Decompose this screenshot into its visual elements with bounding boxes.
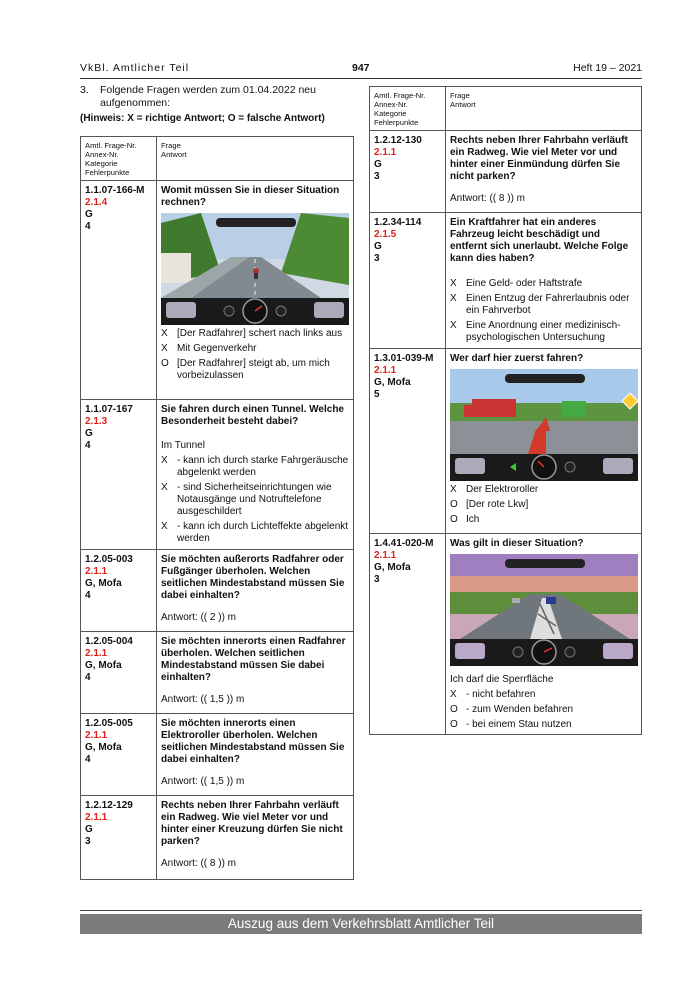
spacer [450,265,637,275]
category: G, Mofa [85,578,122,589]
answer-text: - sind Sicherheitseinrichtungen wie Notausgänge und Notruftelefone ausgeschildert [177,482,332,517]
error-points: 4 [85,221,91,232]
header-label: Frage [450,91,470,100]
question-table-left [80,136,354,880]
answer-value: Antwort: (( 8 )) m [450,193,526,204]
category: G [85,209,93,220]
annex-number: 2.1.1 [85,812,108,823]
header-label: Kategorie [85,159,118,168]
question-code: 1.3.01-039-M [374,353,434,364]
answer-mark: X [450,278,457,289]
category: G [85,824,93,835]
annex-number: 2.1.1 [374,550,397,561]
error-points: 3 [85,836,91,847]
question-text: Was gilt in dieser Situation? [450,538,584,549]
header-label: Frage [161,141,181,150]
answer-hint: (Hinweis: X = richtige Antwort; O = falsche Antwort) [80,113,325,124]
answer-option [450,293,637,317]
question-text: Wer darf hier zuerst fahren? [450,353,584,364]
annex-number: 2.1.4 [85,197,108,208]
question-body [157,714,354,796]
header-label: Amtl. Frage-Nr. [374,91,426,100]
header-col-question [446,87,642,131]
question-body [157,796,354,880]
issue-number: Heft 19 – 2021 [573,62,642,74]
answer-text: [Der Radfahrer] steigt ab, um mich vorbeizulassen [177,358,330,381]
answer-text: - kann ich durch Lichteffekte abgelenkt werden [177,521,349,544]
question-text: Sie möchten außerorts Radfahrer oder Fußgänger überholen. Welchen seitlichen Mindestabstand müssen Sie dabei einhalten? [161,554,345,601]
annex-number: 2.1.1 [85,730,108,741]
question-meta [370,131,446,213]
answer-option [450,514,637,526]
answer-mark: X [161,455,168,466]
question-text: Sie möchten innerorts einen Radfahrer überholen. Welchen seitlichen Mindestabstand müssen Sie dabei einhalten? [161,636,346,683]
question-meta [81,400,157,550]
error-points: 3 [374,574,380,585]
category: G, Mofa [374,377,411,388]
intro-paragraph [80,84,354,110]
answer-text: - kann ich durch starke Fahrgeräusche abgelenkt werden [177,455,349,478]
question-body [446,349,642,534]
answer-text: - zum Wenden befahren [466,704,574,715]
answer-mark: X [450,293,457,304]
question-row [370,349,642,534]
question-code: 1.2.05-005 [85,718,133,729]
answer-mark: X [450,689,457,700]
answer-option [161,328,349,340]
category: G [85,428,93,439]
answer-lead: Im Tunnel [161,440,205,451]
question-body [157,400,354,550]
answer-mark: O [450,514,458,525]
answer-mark: O [161,358,169,369]
page-number: 947 [352,62,370,74]
answer-mark: O [450,704,458,715]
question-text: Rechts neben Ihrer Fahrbahn verläuft ein Radweg. Wie viel Meter vor und hinter einer Kreuzung dürfen Sie nicht parken? [161,800,343,847]
answer-option [161,482,349,518]
annex-number: 2.1.1 [85,566,108,577]
answer-option [450,320,637,344]
answer-mark: X [161,482,168,493]
question-body [446,534,642,735]
answer-option [161,358,349,382]
question-body [157,181,354,400]
answer-mark: X [450,484,457,495]
answer-lead: Ich darf die Sperrfläche [450,674,554,685]
question-row [81,181,354,400]
annex-number: 2.1.1 [374,365,397,376]
answer-text: - bei einem Stau nutzen [466,719,572,730]
header-label: Annex-Nr. [85,150,119,159]
header-col-number [81,137,157,181]
table-header-row [81,137,354,181]
page-header [80,62,642,76]
category: G, Mofa [374,562,411,573]
question-meta [370,213,446,349]
annex-number: 2.1.3 [85,416,108,427]
table-header-row [370,87,642,131]
question-meta [81,796,157,880]
question-text: Rechts neben Ihrer Fahrbahn verläuft ein Radweg. Wie viel Meter vor und hinter einer Einmündung dürfen Sie nicht parken? [450,135,628,182]
question-meta [81,714,157,796]
error-points: 5 [374,389,380,400]
driving-scene-cyclist-image [161,213,349,325]
question-row [370,534,642,735]
answer-text: Der Elektroroller [466,484,539,495]
question-code: 1.4.41-020-M [374,538,434,549]
answer-option [161,455,349,479]
header-col-question [157,137,354,181]
category: G, Mofa [85,742,122,753]
question-code: 1.2.05-004 [85,636,133,647]
header-label: Antwort [450,100,476,109]
answer-option [450,719,637,731]
annex-number: 2.1.1 [374,147,397,158]
answer-value: Antwort: (( 2 )) m [161,612,237,623]
error-points: 3 [374,253,380,264]
question-body [446,131,642,213]
answer-text: [Der Radfahrer] schert nach links aus [177,328,343,339]
error-points: 4 [85,754,91,765]
question-text: Womit müssen Sie in dieser Situation rechnen? [161,185,340,208]
header-label: Fehlerpunkte [374,118,419,127]
answer-mark: X [450,320,457,331]
question-text: Sie fahren durch einen Tunnel. Welche Besonderheit besteht dabei? [161,404,344,427]
answer-mark: O [450,499,458,510]
footer-divider [80,910,642,911]
answer-option [450,689,637,701]
error-points: 4 [85,590,91,601]
question-row [370,131,642,213]
error-points: 3 [374,171,380,182]
answer-option [161,521,349,545]
question-table-right [369,86,642,735]
question-meta [81,550,157,632]
intro-number: 3. [80,84,89,96]
question-row [81,400,354,550]
question-row [81,632,354,714]
header-label: Fehlerpunkte [85,168,130,177]
answer-text: [Der rote Lkw] [466,499,529,510]
header-col-number [370,87,446,131]
answer-text: Einen Entzug der Fahrerlaubnis oder ein Fahrverbot [466,293,630,316]
answer-text: Eine Geld- oder Haftstrafe [466,278,583,289]
question-code: 1.2.12-129 [85,800,133,811]
answer-text: Ich [466,514,480,525]
question-row [370,213,642,349]
header-label: Kategorie [374,109,407,118]
answer-mark: X [161,521,168,532]
answer-value: Antwort: (( 1,5 )) m [161,776,245,787]
question-body [157,550,354,632]
answer-text: - nicht befahren [466,689,536,700]
question-text: Sie möchten innerorts einen Elektroroller überholen. Welchen seitlichen Mindestabstand müssen Sie dabei einhalten? [161,718,345,765]
answer-option [450,499,637,511]
answer-text: Eine Anordnung einer medizinisch-psychologischen Untersuchung [466,320,621,343]
answer-option [450,704,637,716]
intro-text: Folgende Fragen werden zum 01.04.2022 neu aufgenommen: [100,84,316,109]
category: G, Mofa [85,660,122,671]
question-code: 1.2.34-114 [374,217,422,228]
annex-number: 2.1.5 [374,229,397,240]
intersection-truck-image [450,369,638,481]
header-divider [80,78,642,79]
question-row [81,714,354,796]
road-restricted-area-image [450,554,638,666]
question-meta [370,349,446,534]
category: G [374,159,382,170]
category: G [374,241,382,252]
question-row [81,796,354,880]
question-code: 1.1.07-166-M [85,185,145,196]
annex-number: 2.1.1 [85,648,108,659]
header-label: Annex-Nr. [374,100,408,109]
question-code: 1.2.05-003 [85,554,133,565]
header-label: Amtl. Frage-Nr. [85,141,137,150]
question-text: Ein Kraftfahrer hat ein anderes Fahrzeug leicht beschädigt und entfernt sich unerlaubt. Welche Folge kann dies haben? [450,217,629,264]
answer-option [450,278,637,290]
header-label: Antwort [161,150,187,159]
question-code: 1.1.07-167 [85,404,133,415]
question-row [81,550,354,632]
question-meta [370,534,446,735]
question-code: 1.2.12-130 [374,135,422,146]
error-points: 4 [85,440,91,451]
answer-mark: X [161,328,168,339]
question-body [446,213,642,349]
answer-mark: O [450,719,458,730]
question-meta [81,632,157,714]
answer-mark: X [161,343,168,354]
footer-banner: Auszug aus dem Verkehrsblatt Amtlicher Teil [80,914,642,934]
answer-option [450,484,637,496]
error-points: 4 [85,672,91,683]
answer-value: Antwort: (( 8 )) m [161,858,237,869]
question-body [157,632,354,714]
question-meta [81,181,157,400]
answer-value: Antwort: (( 1,5 )) m [161,694,245,705]
answer-option [161,343,349,355]
answer-text: Mit Gegenverkehr [177,343,257,354]
publication-title: VkBl. Amtlicher Teil [80,62,190,74]
